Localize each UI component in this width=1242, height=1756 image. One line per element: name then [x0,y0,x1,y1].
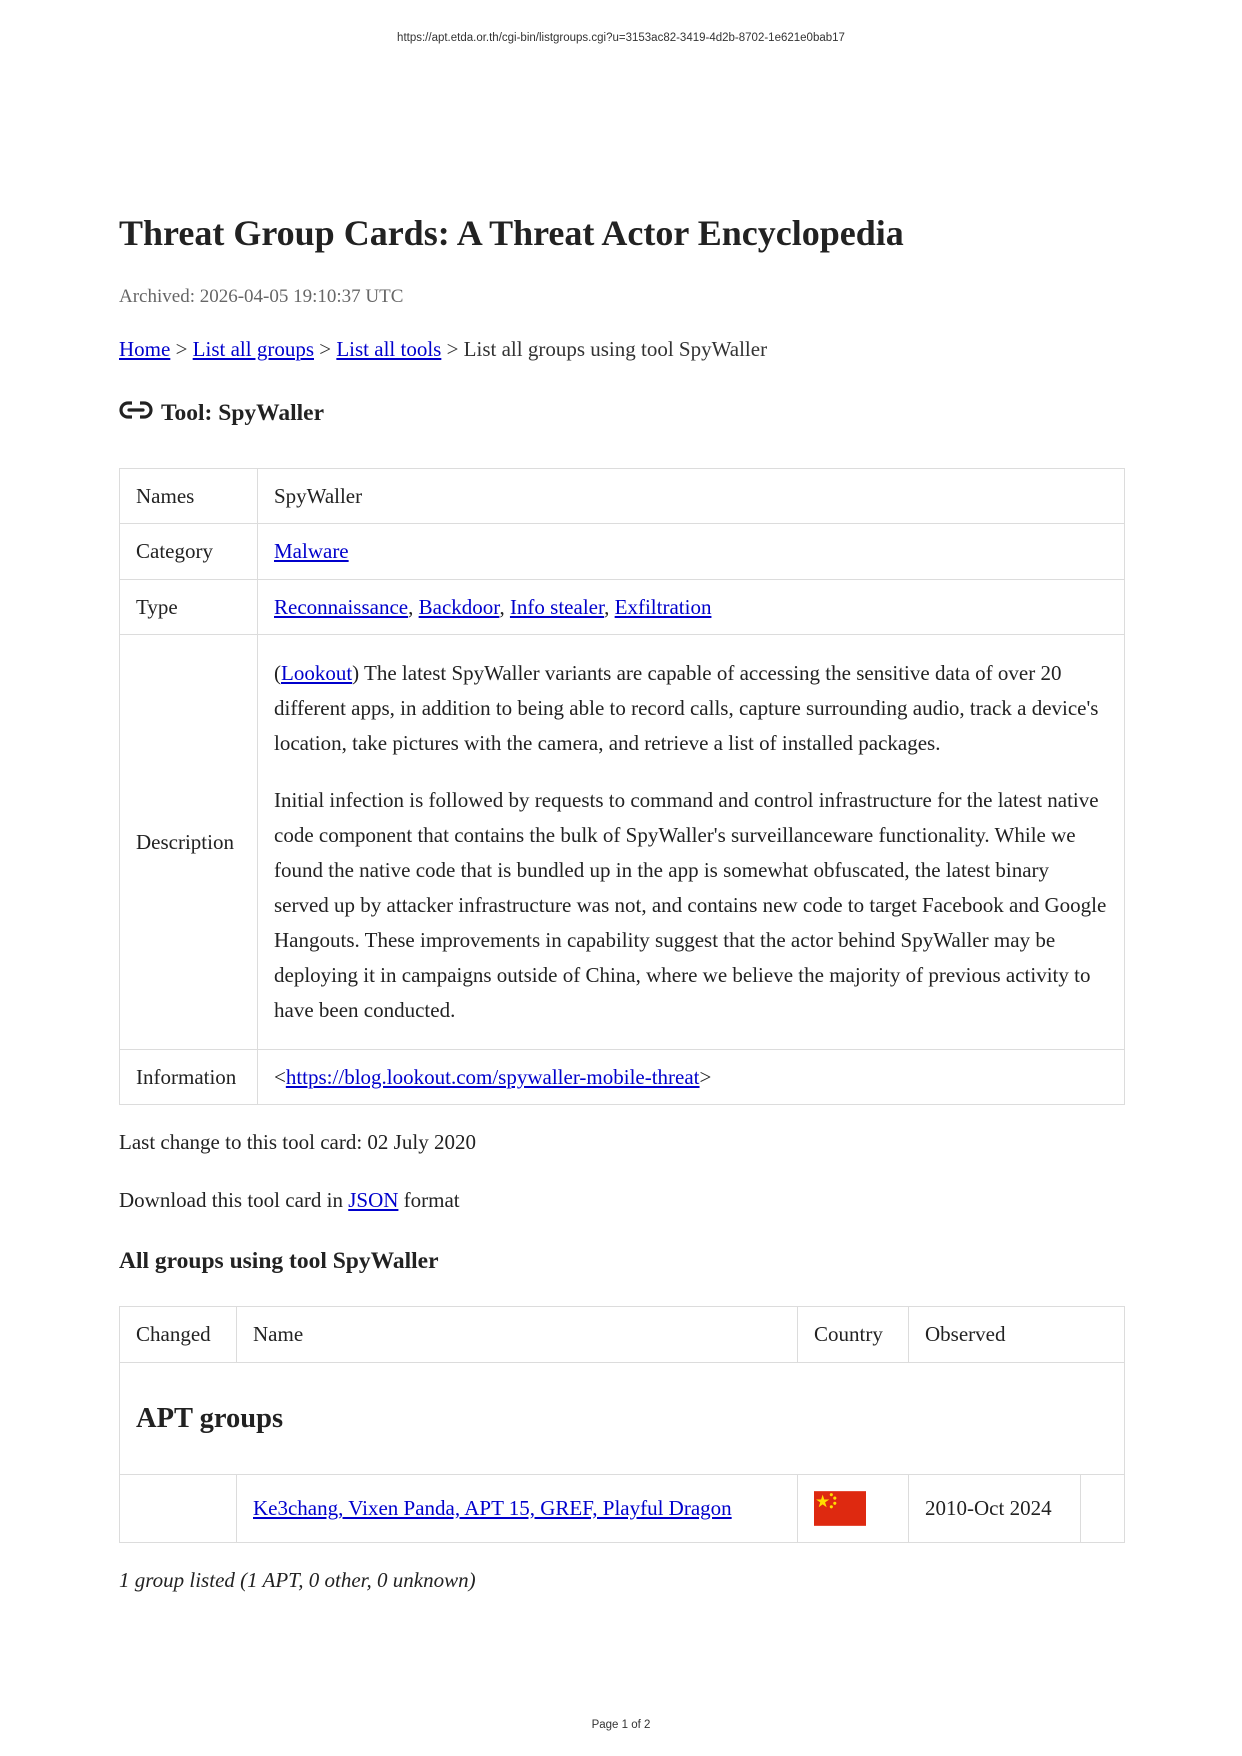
group-name-cell [237,1475,798,1543]
tool-heading-text: Tool: SpyWaller [161,400,325,426]
breadcrumb-groups-link[interactable]: List all groups [192,337,314,361]
type-label: Type [120,580,258,635]
link-icon [119,401,161,427]
type-backdoor-link[interactable]: Backdoor [418,594,500,619]
lookout-source-link[interactable]: Lookout [281,661,353,685]
download-line [119,1188,460,1213]
groups-header-row [120,1307,1125,1363]
country-cell [798,1475,909,1543]
tool-card-table [119,468,1125,1105]
type-row [120,580,1125,635]
breadcrumb-current: > List all groups using tool SpyWaller [441,337,768,361]
type-separator: , [499,594,510,619]
column-header-country: Country [798,1307,909,1363]
type-separator: , [408,594,419,619]
category-malware-link[interactable]: Malware [274,539,349,563]
page-url: https://apt.etda.or.th/cgi-bin/listgroups.cgi?u=3153ac82-3419-4d2b-8702-1e621e0bab17 [397,32,845,44]
information-cell [258,1050,1125,1105]
column-header-name: Name [237,1307,798,1363]
page-number: Page 1 of 2 [591,1719,651,1731]
changed-cell [120,1475,237,1543]
breadcrumb [119,337,767,362]
breadcrumb-home-link[interactable]: Home [119,337,171,361]
category-row [120,524,1125,580]
information-row [120,1050,1125,1105]
section-title-apt-groups: APT groups [120,1363,1125,1475]
description-label: Description [120,635,258,1050]
breadcrumb-separator: > [170,337,193,361]
angle-open: < [274,1064,286,1089]
category-cell [258,524,1125,580]
page-title: Threat Group Cards: A Threat Actor Encyclopedia [119,213,904,253]
information-link[interactable]: https://blog.lookout.com/spywaller-mobile-threat [285,1064,700,1089]
group-name-link[interactable]: Ke3chang, Vixen Panda, APT 15, GREF, Playful Dragon [253,1496,732,1520]
description-text-1: ) The latest SpyWaller variants are capable of accessing the sensitive data of over 20 different apps, in addition to being able to record calls, capture surrounding audio, track a device's location, take pictures with the camera, and retrieve a list of installed packages. [274,661,1099,755]
json-download-link[interactable]: JSON [348,1188,399,1212]
description-paragraph-1 [274,656,1108,761]
description-cell [258,635,1125,1050]
groups-heading: All groups using tool SpyWaller [119,1248,439,1274]
breadcrumb-separator: > [314,337,337,361]
type-reconnaissance-link[interactable]: Reconnaissance [274,594,409,619]
download-suffix: format [398,1188,460,1212]
names-row [120,469,1125,524]
information-label: Information [120,1050,258,1105]
type-separator: , [604,594,615,619]
column-header-changed: Changed [120,1307,237,1363]
type-cell [258,580,1125,635]
download-prefix: Download this tool card in [119,1188,349,1212]
last-change: Last change to this tool card: 02 July 2020 [119,1130,476,1154]
names-value: SpyWaller [258,469,1125,524]
category-label: Category [120,524,258,580]
description-paragraph-2: Initial infection is followed by requests to command and control infrastructure for the latest native code component that contains the bulk of SpyWaller's surveillanceware functionality. While we found the native code that is bundled up in the app is somewhat obfuscated, the latest binary served up by attacker infrastructure was not, and contains new code to target Facebook and Google Hangouts. These improvements in capability suggest that the actor behind SpyWaller may be deploying it in campaigns outside of China, where we believe the majority of previous activity to have been conducted. [274,788,1107,1022]
type-info-stealer-link[interactable]: Info stealer [509,594,605,619]
angle-close: > [699,1064,712,1089]
table-row [120,1475,1125,1543]
tool-heading [119,400,324,427]
empty-cell [1081,1475,1125,1543]
column-header-observed: Observed [909,1307,1125,1363]
section-row [120,1363,1125,1475]
description-row [120,635,1125,1050]
observed-cell: 2010-Oct 2024 [909,1475,1081,1543]
archived-timestamp: Archived: 2026-04-05 19:10:37 UTC [119,286,404,307]
type-exfiltration-link[interactable]: Exfiltration [614,594,712,619]
breadcrumb-tools-link[interactable]: List all tools [336,337,442,361]
names-label: Names [120,469,258,524]
groups-summary: 1 group listed (1 APT, 0 other, 0 unknown) [119,1568,476,1592]
paren-open: ( [274,661,281,685]
groups-table [119,1306,1125,1543]
china-flag-icon [814,1491,866,1526]
